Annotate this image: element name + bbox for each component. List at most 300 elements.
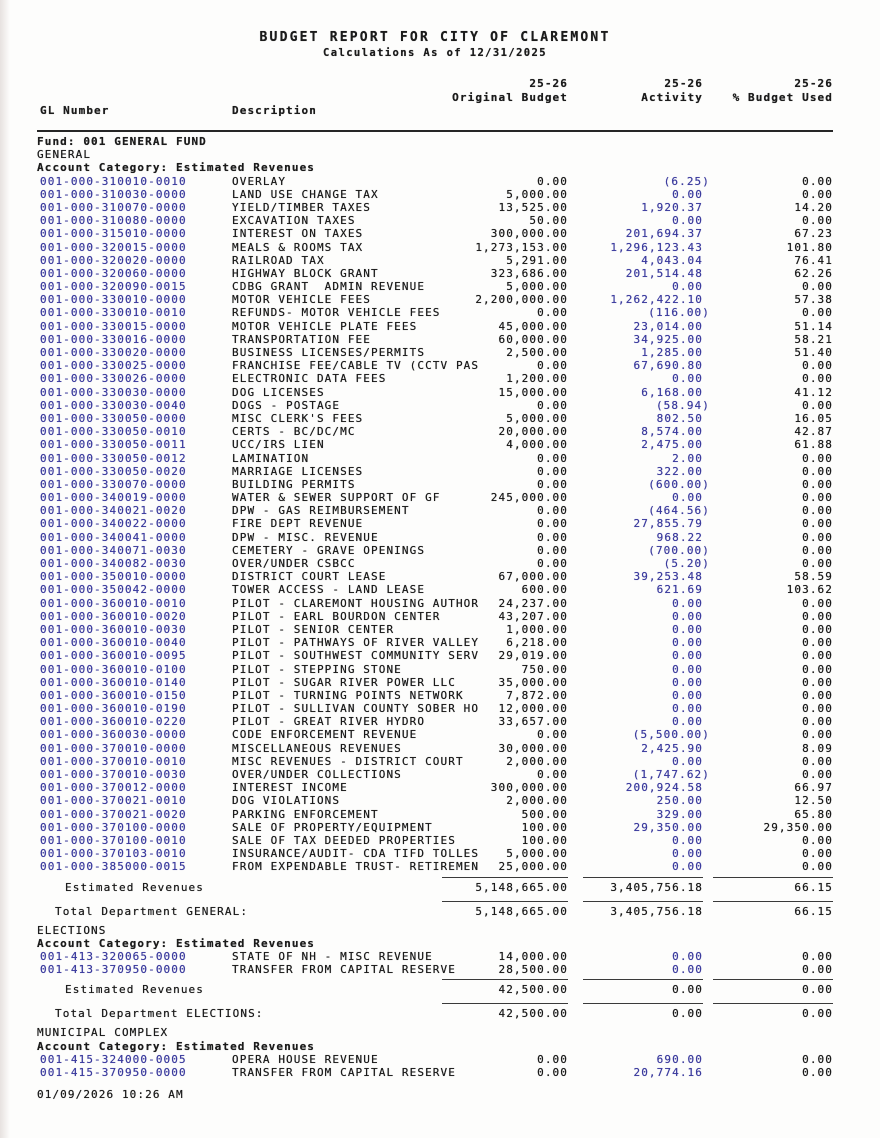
table-row [37,570,833,583]
original-budget-value: 0.00 [537,477,568,491]
original-budget-value: 30,000.00 [498,741,568,755]
row-description: CODE ENFORCEMENT REVENUE [232,728,418,742]
original-budget-value: 0.00 [537,1065,568,1079]
pct-used-value: 0.00 [802,702,833,716]
activity-value: 0.00 [672,214,703,228]
activity-value: 621.69 [656,583,703,597]
gl-number: 001-000-340071-0030 [40,543,187,557]
row-description: FROM EXPENDABLE TRUST- RETIREMEN [232,860,480,874]
row-description: DPW - GAS REIMBURSEMENT [232,504,410,518]
summary-activity-value: 0.00 [672,1007,703,1021]
activity-value: 4,043.04 [641,253,703,267]
column-header-year-row [37,77,833,90]
report-title: BUDGET REPORT FOR CITY OF CLAREMONT [259,30,611,45]
report-subtitle: Calculations As of 12/31/2025 [323,47,547,60]
activity-value: 20,774.16 [633,1065,703,1079]
table-row [37,412,833,425]
pct-used-value: 51.40 [794,346,833,360]
gl-number: 001-000-350042-0000 [40,583,187,597]
row-description: PILOT - SOUTHWEST COMMUNITY SERV [232,649,480,663]
gl-number: 001-000-370100-0010 [40,833,187,847]
original-budget-value: 43,207.00 [498,609,568,623]
original-budget-value: 245,000.00 [490,491,568,505]
row-description: PILOT - SENIOR CENTER [232,622,395,636]
table-row [37,214,833,227]
activity-value: 322.00 [656,464,703,478]
pct-used-value: 0.00 [802,963,833,977]
overline-pct-used [713,979,833,980]
pct-used-value: 67.23 [794,227,833,241]
activity-value: 27,855.79 [633,517,703,531]
gl-number: 001-000-340041-0000 [40,530,187,544]
table-row [37,583,833,596]
row-description: FRANCHISE FEE/CABLE TV (CCTV PAS [232,359,480,373]
activity-value: 6,168.00 [641,385,703,399]
activity-value: 1,262,422.10 [610,293,703,307]
gl-number: 001-000-330050-0011 [40,438,187,452]
scan-edge-shadow [0,0,10,1138]
activity-value: 690.00 [656,1052,703,1066]
original-budget-value: 0.00 [537,359,568,373]
activity-value: 0.00 [672,622,703,636]
column-year-pct-used: 25-26 [794,77,833,91]
activity-value: 329.00 [656,807,703,821]
row-description: DISTRICT COURT LEASE [232,570,387,584]
summary-original-budget-value: 42,500.00 [498,983,568,997]
pct-used-value: 51.14 [794,319,833,333]
gl-number: 001-000-360010-0040 [40,636,187,650]
gl-number: 001-000-360010-0020 [40,609,187,623]
pct-used-value: 58.21 [794,332,833,346]
overline-original-budget [442,877,568,878]
gl-number: 001-000-330050-0012 [40,451,187,465]
gl-number: 001-000-310070-0000 [40,200,187,214]
table-row [37,702,833,715]
activity-value: 802.50 [656,411,703,425]
row-description: CDBG GRANT ADMIN REVENUE [232,280,426,294]
gl-number: 001-000-370010-0000 [40,741,187,755]
summary-pct-used-value: 0.00 [802,983,833,997]
activity-value: (116.00) [648,306,710,320]
pct-used-value: 0.00 [802,609,833,623]
row-description: YIELD/TIMBER TAXES [232,200,372,214]
overline-activity [583,1003,703,1004]
activity-value: 67,690.80 [633,359,703,373]
table-row [37,201,833,214]
gl-number: 001-413-320065-0000 [40,949,187,963]
summary-activity-value: 0.00 [672,983,703,997]
row-description: EXCAVATION TAXES [232,214,356,228]
gl-number: 001-000-360010-0190 [40,702,187,716]
row-description: OVERLAY [232,174,287,188]
table-row [37,465,833,478]
original-budget-value: 5,000.00 [506,411,568,425]
summary-label: Total Department ELECTIONS: [55,1007,264,1021]
pct-used-value: 0.00 [802,464,833,478]
original-budget-value: 20,000.00 [498,425,568,439]
row-description: MOTOR VEHICLE PLATE FEES [232,319,418,333]
table-row [37,491,833,504]
activity-value: 0.00 [672,949,703,963]
pct-used-value: 0.00 [802,715,833,729]
pct-used-value: 0.00 [802,728,833,742]
original-budget-value: 1,273,153.00 [475,240,568,254]
original-budget-value: 2,000.00 [506,794,568,808]
gl-number: 001-000-370021-0010 [40,794,187,808]
row-description: DOG LICENSES [232,385,325,399]
row-description: PILOT - PATHWAYS OF RIVER VALLEY [232,636,480,650]
table-row [37,386,833,399]
row-description: FIRE DEPT REVENUE [232,517,364,531]
gl-number: 001-000-330010-0010 [40,306,187,320]
gl-number: 001-000-330050-0000 [40,411,187,425]
pct-used-value: 0.00 [802,174,833,188]
overline-pct-used [713,901,833,902]
overline-pct-used [713,1003,833,1004]
original-budget-value: 24,237.00 [498,596,568,610]
summary-original-budget-value: 42,500.00 [498,1007,568,1021]
pct-used-value: 42.87 [794,425,833,439]
original-budget-value: 0.00 [537,174,568,188]
gl-number: 001-000-330026-0000 [40,372,187,386]
pct-used-value: 0.00 [802,504,833,518]
activity-value: 0.00 [672,596,703,610]
activity-value: 0.00 [672,702,703,716]
gl-number: 001-000-370010-0030 [40,768,187,782]
table-row [37,1053,833,1066]
original-budget-value: 600.00 [521,583,568,597]
pct-used-value: 12.50 [794,794,833,808]
table-row [37,689,833,702]
row-description: ELECTRONIC DATA FEES [232,372,387,386]
pct-used-value: 0.00 [802,860,833,874]
overline-original-budget [442,979,568,980]
table-row [37,188,833,201]
gl-number: 001-000-370021-0020 [40,807,187,821]
table-row [37,636,833,649]
column-pct-budget-used: % Budget Used [732,90,833,104]
pct-used-value: 0.00 [802,847,833,861]
row-description: PILOT - SUGAR RIVER POWER LLC [232,675,456,689]
original-budget-value: 60,000.00 [498,332,568,346]
overline-pct-used [713,877,833,878]
pct-used-value: 0.00 [802,451,833,465]
pct-used-value: 0.00 [802,214,833,228]
original-budget-value: 0.00 [537,530,568,544]
column-activity: Activity [641,90,703,104]
table-row [37,649,833,662]
table-row [37,293,833,306]
gl-number: 001-000-320015-0000 [40,240,187,254]
table-row [37,306,833,319]
row-description: MISC REVENUES - DISTRICT COURT [232,754,464,768]
table-row [37,808,833,821]
table-row [37,241,833,254]
pct-used-value: 0.00 [802,688,833,702]
pct-used-value: 0.00 [802,517,833,531]
table-row [37,557,833,570]
gl-number: 001-415-324000-0005 [40,1052,187,1066]
table-row [37,821,833,834]
summary-original-budget-value: 5,148,665.00 [475,880,568,894]
row-description: OVER/UNDER CSBCC [232,557,356,571]
summary-label: Estimated Revenues [65,880,205,894]
table-row [37,452,833,465]
activity-value: (58.94) [655,398,710,412]
gl-number: 001-000-330050-0020 [40,464,187,478]
row-description: HIGHWAY BLOCK GRANT [232,266,379,280]
pct-used-value: 16.05 [794,411,833,425]
row-description: MISCELLANEOUS REVENUES [232,741,402,755]
overline-activity [583,901,703,902]
table-row [37,346,833,359]
original-budget-value: 0.00 [537,768,568,782]
table-row [37,1066,833,1079]
original-budget-value: 750.00 [521,662,568,676]
activity-value: 0.00 [672,636,703,650]
table-row [37,794,833,807]
department-section [37,148,833,918]
original-budget-value: 0.00 [537,398,568,412]
pct-used-value: 101.80 [786,240,833,254]
pct-used-value: 0.00 [802,530,833,544]
table-row [37,478,833,491]
table-row [37,847,833,860]
table-row [37,320,833,333]
activity-value: 0.00 [672,662,703,676]
pct-used-value: 0.00 [802,187,833,201]
activity-value: 0.00 [672,963,703,977]
budget-report-document [37,0,833,1101]
row-description: PILOT - CLAREMONT HOUSING AUTHOR [232,596,480,610]
pct-used-value: 0.00 [802,543,833,557]
pct-used-value: 0.00 [802,675,833,689]
gl-number: 001-000-340019-0000 [40,491,187,505]
column-year-original-budget: 25-26 [529,77,568,91]
original-budget-value: 0.00 [537,464,568,478]
original-budget-value: 0.00 [537,557,568,571]
row-description: MISC CLERK'S FEES [232,411,364,425]
pct-used-value: 0.00 [802,398,833,412]
activity-value: 0.00 [672,649,703,663]
original-budget-value: 35,000.00 [498,675,568,689]
pct-used-value: 65.80 [794,807,833,821]
activity-value: 29,350.00 [633,820,703,834]
column-description: Description [232,103,317,117]
table-row [37,333,833,346]
gl-number: 001-000-360010-0100 [40,662,187,676]
activity-value: (464.56) [648,504,710,518]
pct-used-value: 0.00 [802,477,833,491]
row-description: OVER/UNDER COLLECTIONS [232,768,402,782]
gl-number: 001-000-385000-0015 [40,860,187,874]
original-budget-value: 50.00 [529,214,568,228]
pct-used-value: 58.59 [794,570,833,584]
table-row [37,531,833,544]
original-budget-value: 1,200.00 [506,372,568,386]
row-description: PILOT - EARL BOURDON CENTER [232,609,441,623]
row-description: LAND USE CHANGE TAX [232,187,379,201]
original-budget-value: 0.00 [537,504,568,518]
summary-pct-used-value: 66.15 [794,904,833,918]
activity-value: 201,694.37 [625,227,703,241]
row-description: SALE OF TAX DEEDED PROPERTIES [232,833,456,847]
row-description: PILOT - TURNING POINTS NETWORK [232,688,464,702]
pct-used-value: 0.00 [802,754,833,768]
activity-value: 0.00 [672,715,703,729]
original-budget-value: 100.00 [521,833,568,847]
pct-used-value: 57.38 [794,293,833,307]
gl-number: 001-000-360010-0010 [40,596,187,610]
pct-used-value: 0.00 [802,280,833,294]
gl-number: 001-000-330015-0000 [40,319,187,333]
department-name: GENERAL [37,148,92,162]
activity-value: 34,925.00 [633,332,703,346]
row-description: TOWER ACCESS - LAND LEASE [232,583,426,597]
activity-value: 8,574.00 [641,425,703,439]
table-row [37,504,833,517]
summary-activity-value: 3,405,756.18 [610,904,703,918]
original-budget-value: 6,218.00 [506,636,568,650]
original-budget-value: 2,500.00 [506,346,568,360]
original-budget-value: 28,500.00 [498,963,568,977]
row-description: OPERA HOUSE REVENUE [232,1052,379,1066]
column-year-activity: 25-26 [664,77,703,91]
row-description: CERTS - BC/DC/MC [232,425,356,439]
pct-used-value: 0.00 [802,372,833,386]
pct-used-value: 0.00 [802,1052,833,1066]
original-budget-value: 0.00 [537,1052,568,1066]
summary-row [37,876,833,895]
department-name: MUNICIPAL COMPLEX [37,1026,169,1040]
overline-original-budget [442,901,568,902]
table-row [37,781,833,794]
table-row [37,610,833,623]
table-row [37,597,833,610]
summary-activity-value: 3,405,756.18 [610,880,703,894]
gl-number: 001-000-320090-0015 [40,280,187,294]
activity-value: 0.00 [672,187,703,201]
gl-number: 001-000-330010-0000 [40,293,187,307]
summary-label: Estimated Revenues [65,983,205,997]
table-row [37,438,833,451]
table-row [37,425,833,438]
gl-number: 001-000-350010-0000 [40,570,187,584]
activity-value: 201,514.48 [625,266,703,280]
row-description: MOTOR VEHICLE FEES [232,293,372,307]
gl-number: 001-413-370950-0000 [40,963,187,977]
report-header [37,0,833,60]
pct-used-value: 103.62 [786,583,833,597]
gl-number: 001-000-370103-0010 [40,847,187,861]
pct-used-value: 41.12 [794,385,833,399]
pct-used-value: 0.00 [802,557,833,571]
original-budget-value: 300,000.00 [490,227,568,241]
column-original-budget: Original Budget [452,90,568,104]
table-row [37,227,833,240]
original-budget-value: 300,000.00 [490,781,568,795]
activity-value: 1,920.37 [641,200,703,214]
activity-value: 39,253.48 [633,570,703,584]
original-budget-value: 0.00 [537,306,568,320]
row-description: SALE OF PROPERTY/EQUIPMENT [232,820,433,834]
original-budget-value: 67,000.00 [498,570,568,584]
gl-number: 001-000-360010-0140 [40,675,187,689]
pct-used-value: 0.00 [802,636,833,650]
original-budget-value: 29,019.00 [498,649,568,663]
original-budget-value: 2,000.00 [506,754,568,768]
activity-value: (6.25) [663,174,710,188]
activity-value: (1,747.62) [632,768,710,782]
pct-used-value: 0.00 [802,491,833,505]
gl-number: 001-000-370010-0010 [40,754,187,768]
table-row [37,755,833,768]
row-description: TRANSFER FROM CAPITAL RESERVE [232,963,456,977]
activity-value: 2,425.90 [641,741,703,755]
gl-number: 001-000-340022-0000 [40,517,187,531]
pct-used-value: 14.20 [794,200,833,214]
activity-value: 2,475.00 [641,438,703,452]
department-rows [37,950,833,1021]
original-budget-value: 5,291.00 [506,253,568,267]
pct-used-value: 66.97 [794,781,833,795]
gl-number: 001-000-330016-0000 [40,332,187,346]
table-row [37,517,833,530]
row-description: STATE OF NH - MISC REVENUE [232,949,433,963]
row-description: MEALS & ROOMS TAX [232,240,364,254]
original-budget-value: 1,000.00 [506,622,568,636]
gl-number: 001-000-360010-0095 [40,649,187,663]
gl-number: 001-000-370100-0000 [40,820,187,834]
original-budget-value: 4,000.00 [506,438,568,452]
report-body [37,148,833,1079]
table-row [37,963,833,976]
row-description: DOGS - POSTAGE [232,398,341,412]
table-row [37,950,833,963]
activity-value: (5.20) [663,557,710,571]
table-row [37,860,833,873]
gl-number: 001-000-360010-0220 [40,715,187,729]
gl-number: 001-000-320060-0000 [40,266,187,280]
report-footer-timestamp: 01/09/2026 10:26 AM [37,1088,184,1102]
table-row [37,676,833,689]
row-description: BUILDING PERMITS [232,477,356,491]
table-row [37,372,833,385]
department-name: ELECTIONS [37,923,107,937]
column-gl-number: GL Number [40,103,110,117]
activity-value: 1,296,123.43 [610,240,703,254]
gl-number: 001-000-370012-0000 [40,781,187,795]
activity-value: 250.00 [656,794,703,808]
activity-value: 1,285.00 [641,346,703,360]
table-row [37,742,833,755]
gl-number: 001-000-330030-0000 [40,385,187,399]
table-row [37,663,833,676]
row-description: PILOT - STEPPING STONE [232,662,402,676]
table-row [37,544,833,557]
activity-value: (600.00) [648,477,710,491]
gl-number: 001-000-330025-0000 [40,359,187,373]
gl-number: 001-000-330020-0000 [40,346,187,360]
row-description: LAMINATION [232,451,310,465]
summary-row [37,1002,833,1021]
gl-number: 001-000-310080-0000 [40,214,187,228]
gl-number: 001-000-320020-0000 [40,253,187,267]
pct-used-value: 0.00 [802,649,833,663]
table-row [37,175,833,188]
gl-number: 001-000-330070-0000 [40,477,187,491]
fund-line: Fund: 001 GENERAL FUND [37,134,207,148]
